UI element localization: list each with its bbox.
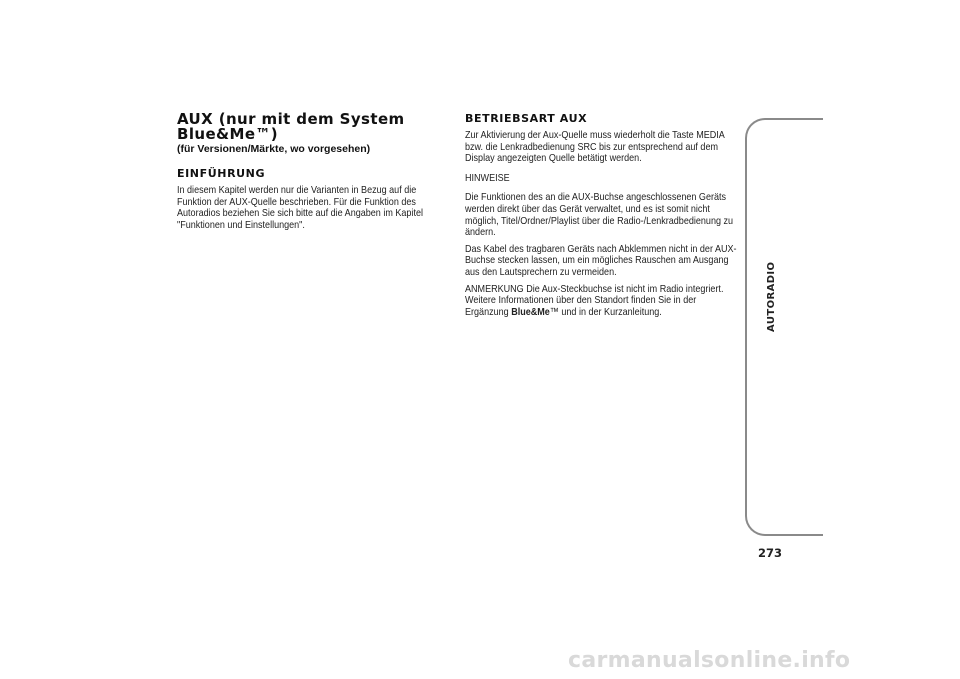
- intro-heading: EINFÜHRUNG: [177, 167, 266, 180]
- remark-text: ANMERKUNG Die Aux-Steckbuchse ist nicht im Radio integriert. Weitere Informationen über den Standort finden Sie in der Ergänzung: [465, 282, 724, 318]
- brand-name: Blue&Me: [511, 305, 550, 318]
- note-label: HINWEISE: [465, 171, 510, 184]
- aux-mode-heading: BETRIEBSART AUX: [465, 112, 588, 125]
- left-column: [177, 112, 439, 231]
- watermark: carmanualsonline.info: [568, 648, 851, 673]
- chapter-tab: [745, 118, 823, 536]
- right-column: [465, 112, 740, 318]
- chapter-tab-label: AUTORADIO: [766, 261, 777, 332]
- note-paragraph-functions: Die Funktionen des an die AUX-Buchse angeschlossenen Geräts werden direkt über das Gerät verwaltet, und es ist somit nicht möglich, Titel/Ordner/Playlist über die Radio-/Lenkradbedienung zu ändern.: [465, 191, 734, 239]
- page-number: 273: [758, 546, 783, 560]
- remark-paragraph: [465, 284, 739, 319]
- section-title: AUX (nur mit dem System Blue&Me™): [177, 110, 405, 143]
- note-paragraph-cable: Das Kabel des tragbaren Geräts nach Abklemmen nicht in der AUX-Buchse stecken lassen, um ein mögliches Rauschen am Ausgang aus den Lautsprechern zu vermeiden.: [465, 242, 737, 278]
- remark-text-end: ™ und in der Kurzanleitung.: [549, 305, 662, 318]
- intro-paragraph: In diesem Kapitel werden nur die Varianten in Bezug auf die Funktion der AUX-Quelle beschrieben. Für die Funktion des Autoradios beziehen Sie sich bitte auf die Angaben im Kapitel "Funktionen und Einstellungen".: [177, 184, 423, 231]
- section-subtitle: (für Versionen/Märkte, wo vorgesehen): [177, 143, 371, 155]
- aux-activation-paragraph: Zur Aktivierung der Aux-Quelle muss wiederholt die Taste MEDIA bzw. die Lenkradbedienung SRC bis zur entsprechend auf dem Display angezeigten Quelle betätigt werden.: [465, 129, 725, 165]
